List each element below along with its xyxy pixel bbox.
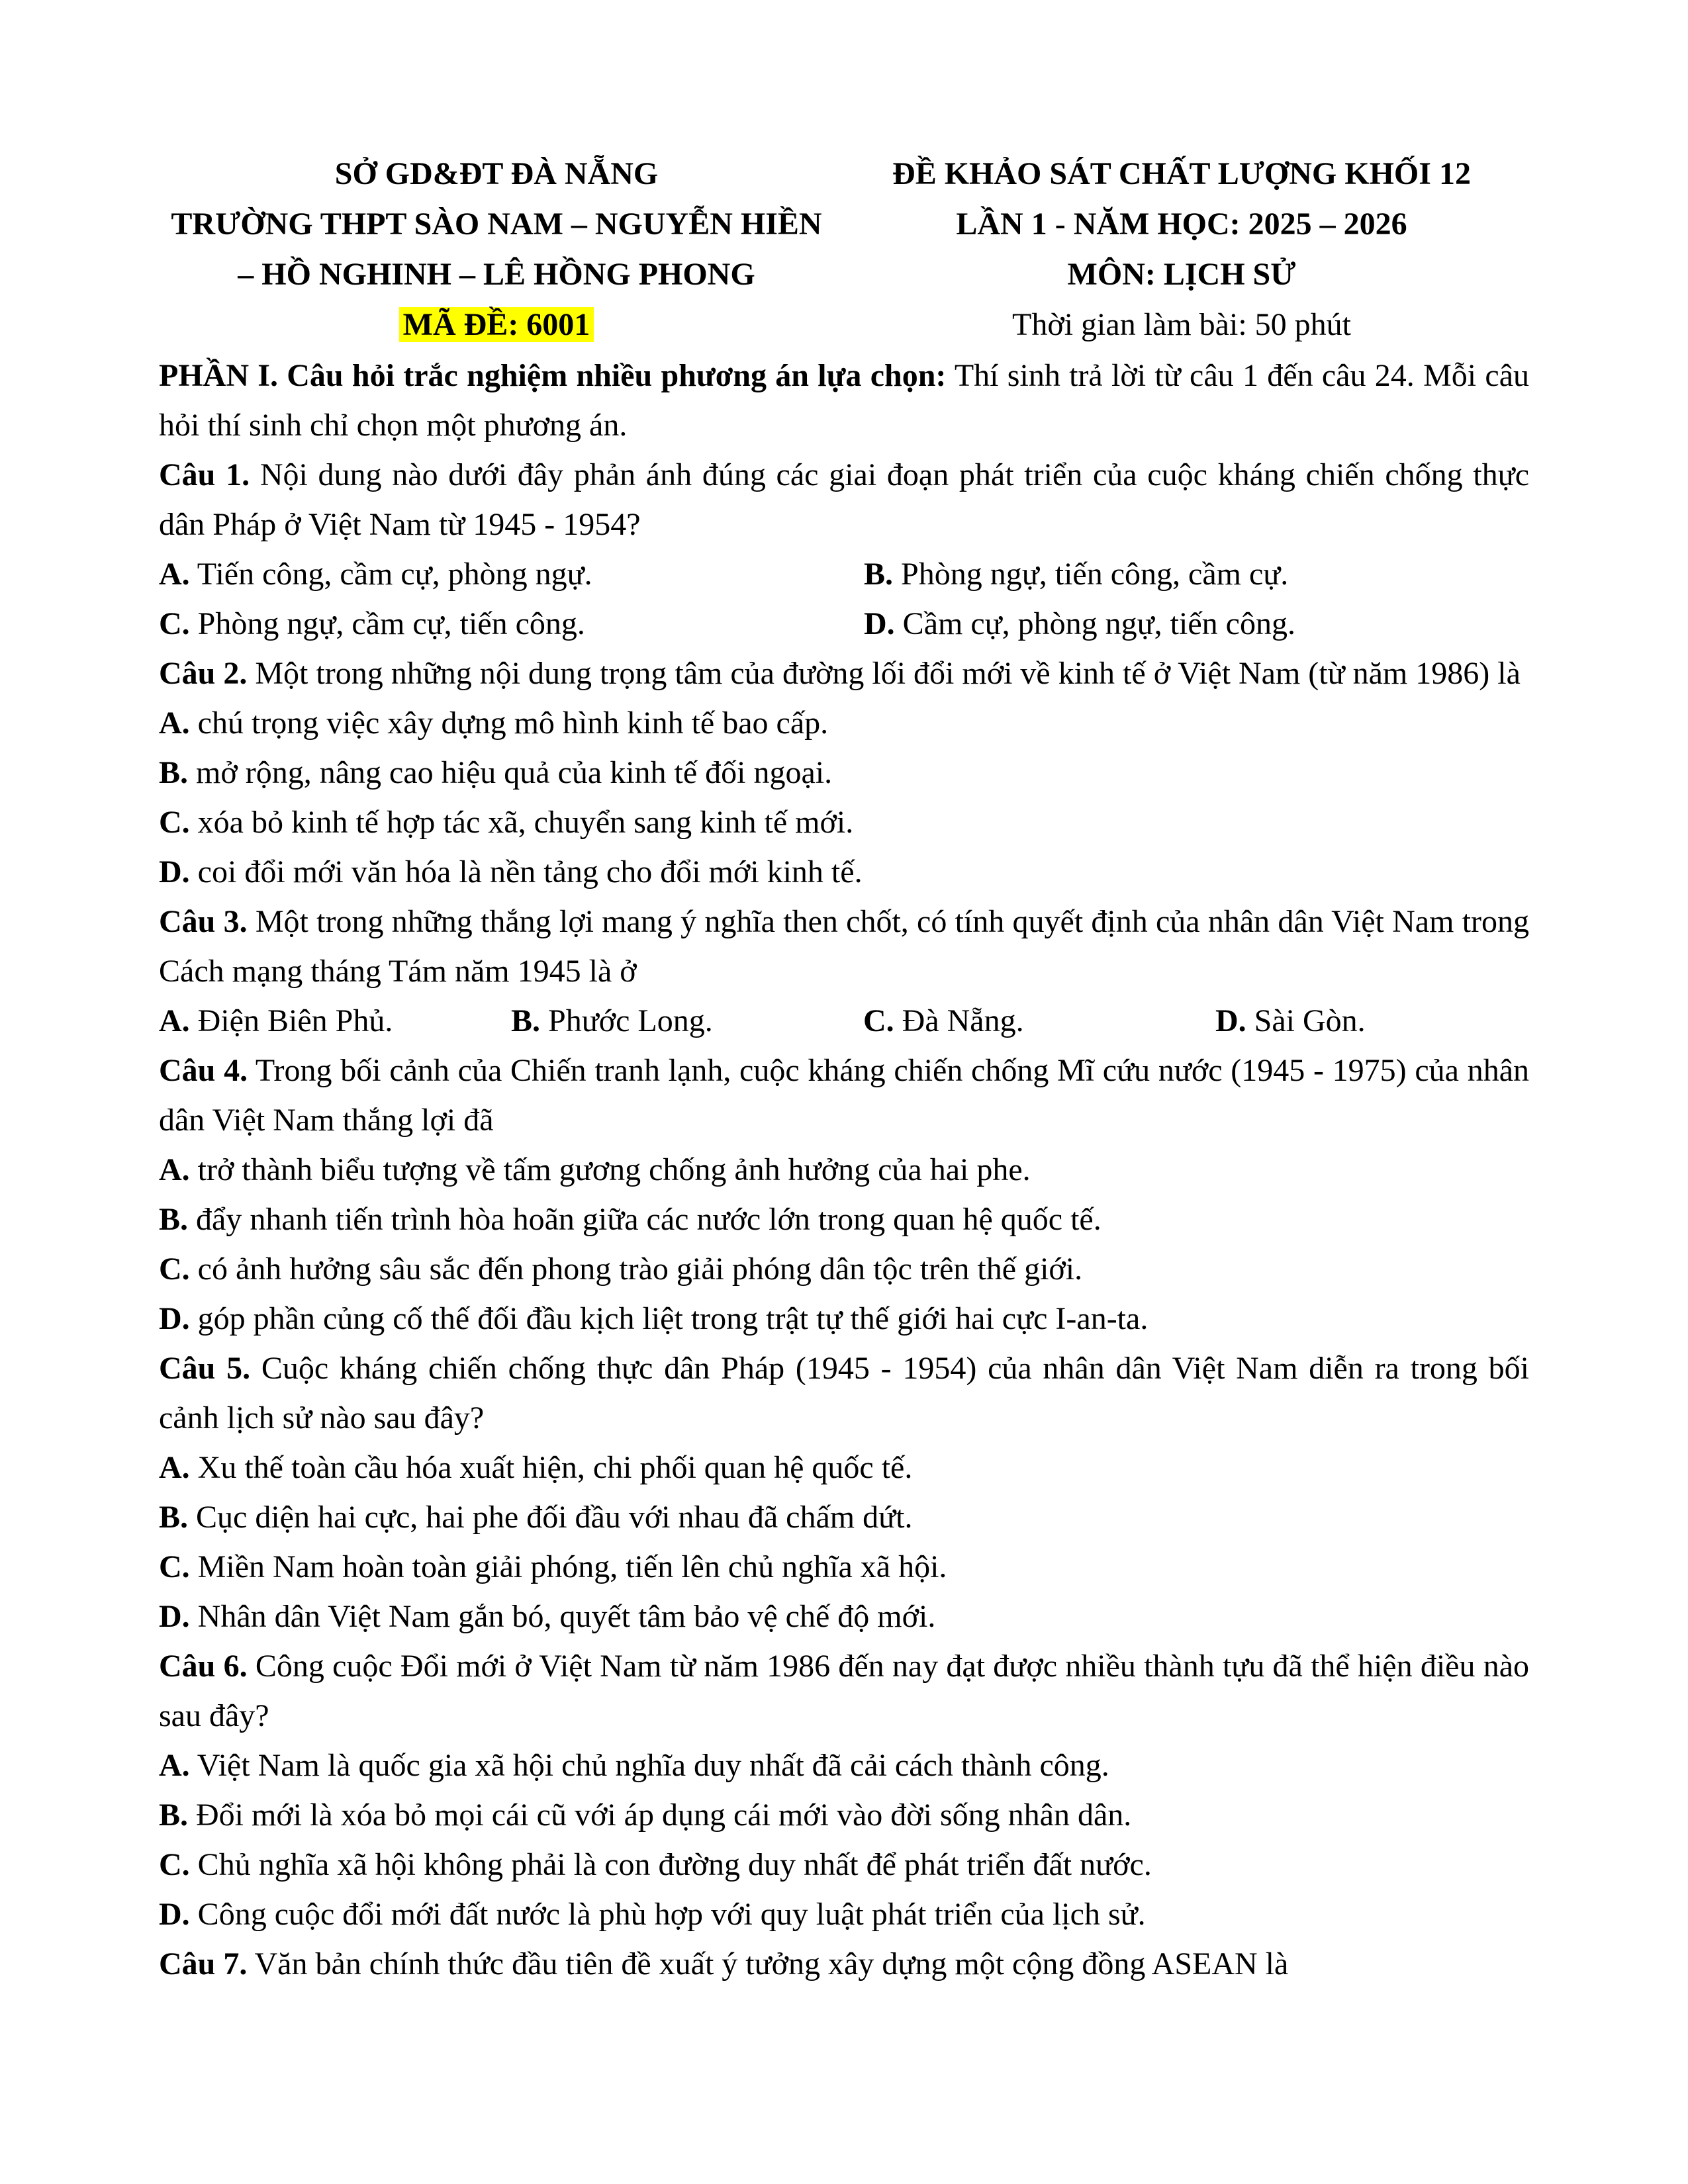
question-text: Nội dung nào dưới đây phản ánh đúng các giai đoạn phát triển của cuộc kháng chiến chống thực dân Pháp ở Việt Nam từ 1945 - 1954? xyxy=(159,457,1530,542)
question-text: Văn bản chính thức đầu tiên đề xuất ý tưởng xây dựng một cộng đồng ASEAN là xyxy=(247,1946,1289,1981)
option-a[interactable]: A. Xu thế toàn cầu hóa xuất hiện, chi phối quan hệ quốc tế. xyxy=(159,1450,913,1485)
option-a[interactable]: A. chú trọng việc xây dựng mô hình kinh tế bao cấp. xyxy=(159,705,829,741)
question-text: Trong bối cảnh của Chiến tranh lạnh, cuộc kháng chiến chống Mĩ cứu nước (1945 - 1975) của nhân dân Việt Nam thắng lợi đã xyxy=(159,1053,1530,1138)
header-left xyxy=(159,149,834,350)
question-5 xyxy=(159,1343,1529,1641)
question-label: Câu 1. xyxy=(159,457,250,492)
question-label: Câu 7. xyxy=(159,1946,248,1981)
option-b[interactable]: B. Cục diện hai cực, hai phe đối đầu với nhau đã chấm dứt. xyxy=(159,1500,913,1535)
exam-header xyxy=(159,149,1529,350)
question-stem xyxy=(159,1641,1529,1741)
option-d[interactable]: D. Nhân dân Việt Nam gắn bó, quyết tâm bảo vệ chế độ mới. xyxy=(159,1599,936,1634)
question-text: Một trong những thắng lợi mang ý nghĩa then chốt, có tính quyết định của nhân dân Việt Nam trong Cách mạng tháng Tám năm 1945 là ở xyxy=(159,904,1530,989)
question-text: Một trong những nội dung trọng tâm của đường lối đổi mới về kinh tế ở Việt Nam (từ năm 1986) là xyxy=(247,656,1521,691)
option-c[interactable]: C. Miền Nam hoàn toàn giải phóng, tiến lên chủ nghĩa xã hội. xyxy=(159,1549,947,1584)
option-c[interactable]: C. Phòng ngự, cầm cự, tiến công. xyxy=(159,606,585,641)
option-c[interactable]: C. có ảnh hưởng sâu sắc đến phong trào giải phóng dân tộc trên thế giới. xyxy=(159,1251,1083,1287)
option-d[interactable]: D. góp phần củng cố thế đối đầu kịch liệt trong trật tự thế giới hai cực I-an-ta. xyxy=(159,1301,1149,1336)
question-2 xyxy=(159,649,1529,897)
question-label: Câu 4. xyxy=(159,1053,248,1088)
option-c[interactable]: C. Đà Nẵng. xyxy=(863,1003,1024,1038)
option-b[interactable]: B. Đổi mới là xóa bỏ mọi cái cũ với áp dụng cái mới vào đời sống nhân dân. xyxy=(159,1797,1132,1833)
option-b[interactable]: B. mở rộng, nâng cao hiệu quả của kinh tế đối ngoại. xyxy=(159,755,833,790)
option-a[interactable]: A. Tiến công, cầm cự, phòng ngự. xyxy=(159,557,592,592)
question-stem xyxy=(159,1939,1529,1989)
exam-duration: Thời gian làm bài: 50 phút xyxy=(1012,307,1351,342)
header-right xyxy=(834,149,1529,350)
option-d[interactable]: D. Công cuộc đổi mới đất nước là phù hợp với quy luật phát triển của lịch sử. xyxy=(159,1897,1146,1932)
exam-body xyxy=(159,351,1529,1989)
option-b[interactable]: B. Phước Long. xyxy=(511,1003,713,1038)
exam-round-year: LẦN 1 - NĂM HỌC: 2025 – 2026 xyxy=(956,206,1407,242)
question-label: Câu 2. xyxy=(159,656,248,691)
option-a[interactable]: A. Điện Biên Phủ. xyxy=(159,1003,393,1038)
answer-options xyxy=(159,549,1529,649)
question-label: Câu 3. xyxy=(159,904,248,939)
option-d[interactable]: D. coi đổi mới văn hóa là nền tảng cho đổi mới kinh tế. xyxy=(159,854,863,889)
question-stem xyxy=(159,450,1529,549)
department-name: SỞ GD&ĐT ĐÀ NẴNG xyxy=(334,156,659,191)
question-6 xyxy=(159,1641,1529,1939)
part1-title: PHẦN I. Câu hỏi trắc nghiệm nhiều phương án lựa chọn: xyxy=(159,358,947,393)
answer-options xyxy=(159,996,1529,1046)
part1-instruction-text: Thí sinh trả lời từ câu 1 đến câu 24. Mỗi câu hỏi thí sinh chỉ chọn một phương án. xyxy=(159,358,1530,443)
option-b[interactable]: B. đẩy nhanh tiến trình hòa hoãn giữa các nước lớn trong quan hệ quốc tế. xyxy=(159,1202,1102,1237)
question-4 xyxy=(159,1046,1529,1343)
option-b[interactable]: B. Phòng ngự, tiến công, cầm cự. xyxy=(864,557,1289,592)
option-c[interactable]: C. xóa bỏ kinh tế hợp tác xã, chuyển sang kinh tế mới. xyxy=(159,805,854,840)
question-label: Câu 6. xyxy=(159,1649,248,1684)
question-stem xyxy=(159,649,1529,698)
question-label: Câu 5. xyxy=(159,1351,251,1386)
option-d[interactable]: D. Cầm cự, phòng ngự, tiến công. xyxy=(864,606,1295,641)
question-text: Cuộc kháng chiến chống thực dân Pháp (1945 - 1954) của nhân dân Việt Nam diễn ra trong bối cảnh lịch sử nào sau đây? xyxy=(159,1351,1529,1435)
question-1 xyxy=(159,450,1529,649)
school-name-line2: – HỒ NGHINH – LÊ HỒNG PHONG xyxy=(238,257,755,292)
part1-instructions xyxy=(159,351,1529,450)
question-stem xyxy=(159,1046,1529,1145)
option-a[interactable]: A. Việt Nam là quốc gia xã hội chủ nghĩa duy nhất đã cải cách thành công. xyxy=(159,1748,1109,1783)
question-stem xyxy=(159,897,1529,996)
school-name-line1: TRƯỜNG THPT SÀO NAM – NGUYỄN HIỀN xyxy=(171,206,822,242)
question-7 xyxy=(159,1939,1529,1989)
option-c[interactable]: C. Chủ nghĩa xã hội không phải là con đường duy nhất để phát triển đất nước. xyxy=(159,1847,1152,1882)
exam-title: ĐỀ KHẢO SÁT CHẤT LƯỢNG KHỐI 12 xyxy=(892,156,1471,191)
option-d[interactable]: D. Sài Gòn. xyxy=(1215,1003,1366,1038)
exam-subject: MÔN: LỊCH SỬ xyxy=(1067,257,1296,292)
exam-code-badge: MÃ ĐỀ: 6001 xyxy=(399,307,594,342)
question-3 xyxy=(159,897,1529,1046)
option-a[interactable]: A. trở thành biểu tượng về tấm gương chống ảnh hưởng của hai phe. xyxy=(159,1152,1031,1187)
question-text: Công cuộc Đổi mới ở Việt Nam từ năm 1986 đến nay đạt được nhiều thành tựu đã thể hiện điều nào sau đây? xyxy=(159,1649,1529,1733)
question-stem xyxy=(159,1343,1529,1443)
